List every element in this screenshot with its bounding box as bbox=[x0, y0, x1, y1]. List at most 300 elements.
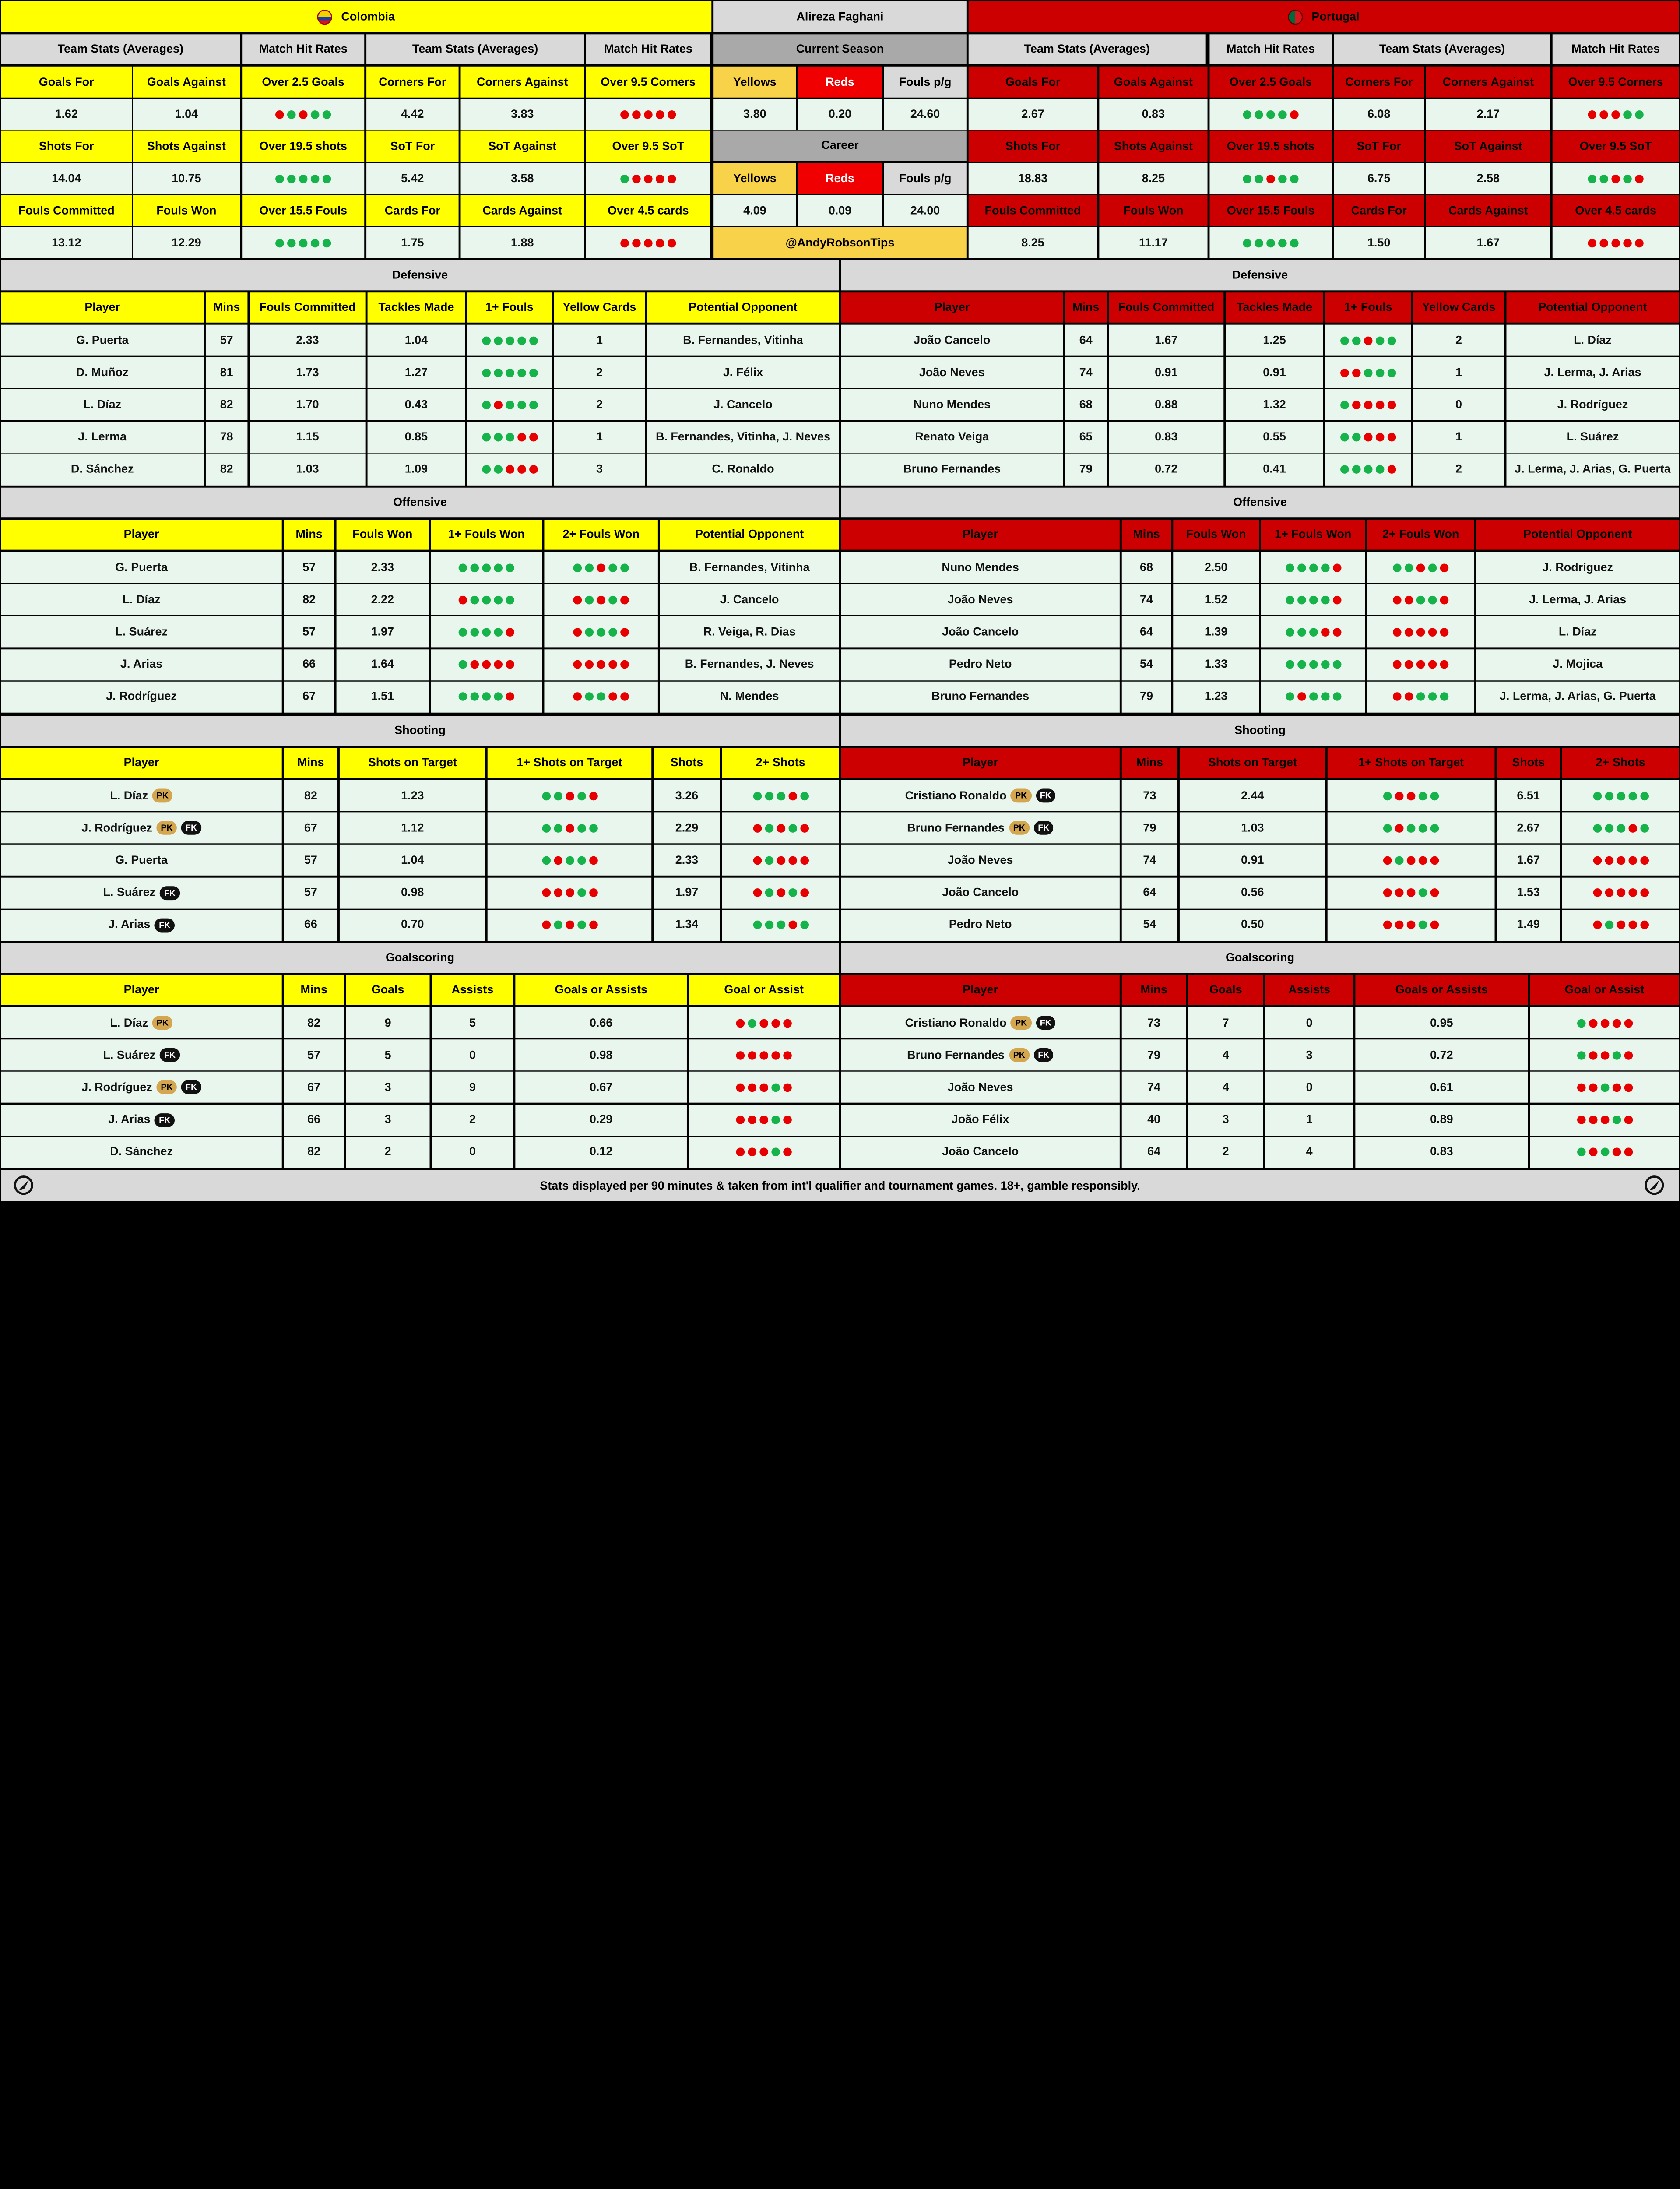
form-dots bbox=[1562, 813, 1679, 844]
hit-dot bbox=[1321, 595, 1329, 604]
miss-dot bbox=[668, 239, 676, 247]
stat-label: Fouls Committed bbox=[969, 195, 1097, 226]
form-dots bbox=[1530, 1040, 1679, 1071]
hit-dot bbox=[1297, 660, 1306, 669]
miss-dot bbox=[759, 1116, 768, 1124]
column-header: 2+ Shots bbox=[1562, 748, 1679, 778]
referee-value: 4.09 bbox=[713, 195, 796, 226]
miss-dot bbox=[736, 1083, 745, 1092]
stat-value: 1.12 bbox=[340, 813, 485, 844]
stat-value: 67 bbox=[284, 813, 337, 844]
player-name-text: Bruno Fernandes bbox=[903, 463, 1001, 476]
stat-value: 66 bbox=[284, 910, 337, 941]
penalty-taker-badge: PK bbox=[152, 1016, 173, 1030]
miss-dot bbox=[800, 888, 808, 897]
player-name bbox=[1, 681, 281, 712]
player-name bbox=[841, 877, 1119, 908]
miss-dot bbox=[620, 660, 629, 669]
stat-value: 66 bbox=[284, 649, 334, 680]
stat-value: 1.23 bbox=[340, 780, 485, 811]
miss-dot bbox=[1407, 856, 1416, 865]
hit-dot bbox=[1340, 465, 1349, 474]
miss-dot bbox=[1593, 921, 1602, 929]
form-dots bbox=[1530, 1137, 1679, 1168]
stat-label: Goals For bbox=[1, 67, 132, 98]
miss-dot bbox=[776, 824, 785, 833]
hit-dot bbox=[311, 110, 320, 119]
section-title: Goalscoring bbox=[1, 943, 839, 973]
hit-dot bbox=[287, 110, 296, 119]
stat-label: Over 15.5 Fouls bbox=[1209, 195, 1332, 226]
player-name-text: J. Arias bbox=[120, 658, 163, 671]
form-dots bbox=[544, 681, 657, 712]
miss-dot bbox=[1376, 433, 1385, 442]
stat-value: 1.75 bbox=[366, 227, 459, 258]
hit-dot bbox=[753, 921, 762, 929]
stat-value: 73 bbox=[1122, 780, 1177, 811]
miss-dot bbox=[275, 110, 284, 119]
hit-dot bbox=[1635, 110, 1644, 119]
hit-dot bbox=[1364, 368, 1373, 377]
hit-dot bbox=[1285, 563, 1294, 572]
stat-value: 82 bbox=[206, 454, 247, 485]
stat-value: 64 bbox=[1122, 1137, 1186, 1168]
freekick-taker-badge: FK bbox=[155, 1113, 175, 1127]
form-dots bbox=[1367, 584, 1474, 615]
stat-label: Corners Against bbox=[461, 67, 584, 98]
hit-dot bbox=[1640, 792, 1648, 800]
miss-dot bbox=[1604, 888, 1613, 897]
column-header: Fouls Committed bbox=[1109, 292, 1223, 323]
penalty-taker-badge: PK bbox=[1009, 1048, 1030, 1062]
miss-dot bbox=[753, 888, 762, 897]
form-dots bbox=[1328, 813, 1495, 844]
stat-value: 66 bbox=[284, 1105, 344, 1136]
stat-label: Corners For bbox=[1334, 67, 1424, 98]
miss-dot bbox=[1332, 628, 1341, 637]
career-label: Career bbox=[713, 131, 967, 161]
column-header: Mins bbox=[1065, 292, 1107, 323]
form-dots bbox=[689, 1072, 839, 1103]
hit-dot bbox=[493, 336, 502, 345]
stat-value: 3 bbox=[346, 1072, 430, 1103]
stat-label: Over 9.5 SoT bbox=[586, 131, 710, 162]
form-dots bbox=[1209, 163, 1332, 194]
stat-value: 57 bbox=[284, 877, 337, 908]
miss-dot bbox=[1612, 1148, 1621, 1157]
form-dots bbox=[1562, 877, 1679, 908]
player-name-text: J. Rodríguez bbox=[81, 1081, 152, 1094]
stat-value: 68 bbox=[1122, 552, 1171, 583]
hit-dot bbox=[505, 368, 514, 377]
hit-dot bbox=[287, 239, 296, 247]
hit-dot bbox=[1285, 660, 1294, 669]
miss-dot bbox=[541, 888, 550, 897]
hit-dot bbox=[573, 563, 582, 572]
form-dots bbox=[488, 780, 651, 811]
hit-dot bbox=[1340, 401, 1349, 409]
social-handle: @AndyRobsonTips bbox=[713, 227, 967, 258]
miss-dot bbox=[632, 174, 641, 183]
miss-dot bbox=[1364, 433, 1373, 442]
player-name bbox=[841, 780, 1119, 811]
hit-dot bbox=[589, 824, 597, 833]
stat-value: 1.03 bbox=[1180, 813, 1325, 844]
player-name bbox=[841, 389, 1063, 420]
hit-dot bbox=[764, 921, 773, 929]
column-header: Assists bbox=[1265, 975, 1353, 1005]
player-name-text: G. Puerta bbox=[115, 854, 168, 867]
miss-dot bbox=[783, 1116, 792, 1124]
hit-dot bbox=[1577, 1051, 1585, 1059]
miss-dot bbox=[517, 433, 526, 442]
penalty-taker-badge: PK bbox=[1009, 821, 1030, 835]
miss-dot bbox=[759, 1083, 768, 1092]
stat-value: J. Mojica bbox=[1476, 649, 1679, 680]
stat-value: 2 bbox=[554, 357, 645, 388]
form-dots bbox=[242, 99, 364, 130]
miss-dot bbox=[565, 921, 574, 929]
miss-dot bbox=[529, 433, 538, 442]
hit-dot bbox=[597, 628, 605, 637]
referee-value: 24.60 bbox=[884, 99, 966, 130]
hit-dot bbox=[1278, 110, 1287, 119]
miss-dot bbox=[597, 563, 605, 572]
hit-dot bbox=[311, 174, 320, 183]
player-name-text: Pedro Neto bbox=[949, 658, 1012, 671]
stat-value: R. Veiga, R. Dias bbox=[660, 616, 839, 648]
player-name-text: D. Muñoz bbox=[76, 366, 129, 379]
hit-dot bbox=[1321, 693, 1329, 701]
miss-dot bbox=[1393, 693, 1402, 701]
player-name bbox=[1, 454, 204, 485]
stat-value: 4 bbox=[1188, 1040, 1263, 1071]
freekick-taker-badge: FK bbox=[1033, 1048, 1054, 1062]
stat-label: SoT For bbox=[1334, 131, 1424, 162]
hit-dot bbox=[529, 336, 538, 345]
hit-dot bbox=[1388, 368, 1396, 377]
player-name bbox=[841, 616, 1119, 648]
hit-dot bbox=[1600, 1148, 1609, 1157]
column-header: Potential Opponent bbox=[1506, 292, 1679, 323]
miss-dot bbox=[573, 595, 582, 604]
stat-label: Over 4.5 cards bbox=[586, 195, 710, 226]
miss-dot bbox=[608, 660, 617, 669]
miss-dot bbox=[529, 465, 538, 474]
player-name bbox=[1, 1072, 281, 1103]
stat-value: 79 bbox=[1122, 681, 1171, 712]
stat-label: SoT Against bbox=[1426, 131, 1550, 162]
hit-dot bbox=[764, 824, 773, 833]
freekick-taker-badge: FK bbox=[155, 918, 175, 932]
stat-value: 4 bbox=[1265, 1137, 1353, 1168]
player-name bbox=[1, 1007, 281, 1038]
player-name-text: João Cancelo bbox=[942, 1146, 1019, 1159]
column-header: Mins bbox=[284, 975, 344, 1005]
hit-dot bbox=[1278, 239, 1287, 247]
yellows-label: Yellows bbox=[713, 67, 796, 98]
miss-dot bbox=[573, 628, 582, 637]
miss-dot bbox=[1405, 595, 1413, 604]
stat-value: 1.50 bbox=[1334, 227, 1424, 258]
hit-dot bbox=[299, 239, 308, 247]
stat-value: 2.50 bbox=[1173, 552, 1259, 583]
player-name-text: João Félix bbox=[951, 1113, 1009, 1126]
player-name-text: J. Lerma bbox=[78, 431, 127, 444]
miss-dot bbox=[1416, 563, 1425, 572]
column-header: Shots on Target bbox=[1180, 748, 1325, 778]
miss-dot bbox=[1624, 1083, 1632, 1092]
hit-dot bbox=[577, 856, 586, 865]
away-team-header bbox=[969, 1, 1679, 32]
player-name-text: J. Rodríguez bbox=[81, 821, 152, 834]
miss-dot bbox=[1577, 1116, 1585, 1124]
hit-dot bbox=[1255, 239, 1263, 247]
stat-value: 81 bbox=[206, 357, 247, 388]
hit-dot bbox=[553, 792, 562, 800]
form-dots bbox=[1562, 780, 1679, 811]
freekick-taker-badge: FK bbox=[181, 821, 201, 835]
miss-dot bbox=[1611, 174, 1620, 183]
miss-dot bbox=[759, 1051, 768, 1059]
stat-value: 0.66 bbox=[515, 1007, 687, 1038]
miss-dot bbox=[1612, 1083, 1621, 1092]
stat-value: 79 bbox=[1065, 454, 1107, 485]
stat-value: 82 bbox=[284, 1007, 344, 1038]
miss-dot bbox=[299, 110, 308, 119]
miss-dot bbox=[1405, 693, 1413, 701]
referee-name: Alireza Faghani bbox=[713, 1, 967, 32]
miss-dot bbox=[1440, 660, 1449, 669]
stat-label: Over 2.5 Goals bbox=[242, 67, 364, 98]
hit-dot bbox=[1321, 660, 1329, 669]
player-name bbox=[1, 357, 204, 388]
miss-dot bbox=[1290, 110, 1299, 119]
hit-dot bbox=[311, 239, 320, 247]
player-name-text: L. Díaz bbox=[110, 789, 148, 802]
stat-label: Over 9.5 Corners bbox=[586, 67, 710, 98]
form-dots bbox=[1553, 99, 1679, 130]
reds-label: Reds bbox=[798, 163, 882, 194]
form-dots bbox=[1325, 357, 1411, 388]
stat-value: 14.04 bbox=[1, 163, 132, 194]
column-header: Mins bbox=[284, 520, 334, 550]
miss-dot bbox=[1600, 1051, 1609, 1059]
stat-value: 1.52 bbox=[1173, 584, 1259, 615]
form-dots bbox=[689, 1040, 839, 1071]
hit-dot bbox=[459, 563, 467, 572]
stat-value: B. Fernandes, Vitinha bbox=[660, 552, 839, 583]
stat-value: L. Suárez bbox=[1506, 422, 1679, 453]
hit-dot bbox=[776, 921, 785, 929]
stat-value: 0.89 bbox=[1355, 1105, 1528, 1136]
stat-value: 0.83 bbox=[1109, 422, 1223, 453]
stat-value: 74 bbox=[1065, 357, 1107, 388]
hit-dot bbox=[553, 921, 562, 929]
miss-dot bbox=[1416, 628, 1425, 637]
column-header: Mins bbox=[1122, 975, 1186, 1005]
section-title: Offensive bbox=[1, 488, 839, 518]
form-dots bbox=[1209, 227, 1332, 258]
hit-dot bbox=[275, 239, 284, 247]
column-header: Mins bbox=[206, 292, 247, 323]
player-name-text: G. Puerta bbox=[76, 334, 129, 347]
stat-value: 9 bbox=[346, 1007, 430, 1038]
miss-dot bbox=[573, 693, 582, 701]
miss-dot bbox=[1440, 595, 1449, 604]
miss-dot bbox=[1383, 888, 1392, 897]
form-dots bbox=[1209, 99, 1332, 130]
miss-dot bbox=[668, 110, 676, 119]
hit-dot bbox=[1243, 110, 1251, 119]
stat-value: 1.67 bbox=[1109, 325, 1223, 356]
hit-dot bbox=[1577, 1148, 1585, 1157]
stat-label: Fouls Won bbox=[1099, 195, 1207, 226]
team-stats-header: Team Stats (Averages) bbox=[1, 34, 240, 64]
miss-dot bbox=[1589, 1148, 1597, 1157]
stat-value: 3 bbox=[1188, 1105, 1263, 1136]
hit-dot bbox=[299, 174, 308, 183]
miss-dot bbox=[1297, 693, 1306, 701]
miss-dot bbox=[597, 660, 605, 669]
player-name bbox=[1, 325, 204, 356]
stat-value: J. Rodríguez bbox=[1506, 389, 1679, 420]
hit-dot bbox=[1332, 660, 1341, 669]
hit-dot bbox=[287, 174, 296, 183]
hit-dot bbox=[471, 563, 479, 572]
hit-dot bbox=[541, 824, 550, 833]
miss-dot bbox=[1395, 888, 1404, 897]
hit-dot bbox=[493, 465, 502, 474]
miss-dot bbox=[1407, 921, 1416, 929]
stat-value: 5.42 bbox=[366, 163, 459, 194]
miss-dot bbox=[1352, 401, 1361, 409]
player-name bbox=[841, 1137, 1119, 1168]
stat-value: 74 bbox=[1122, 584, 1171, 615]
section-title: Shooting bbox=[1, 716, 839, 746]
miss-dot bbox=[1611, 239, 1620, 247]
hit-dot bbox=[565, 856, 574, 865]
hit-dot bbox=[753, 792, 762, 800]
miss-dot bbox=[1628, 888, 1637, 897]
stat-value: 0 bbox=[1265, 1007, 1353, 1038]
player-name-text: João Neves bbox=[919, 366, 985, 379]
hit-dot bbox=[1407, 824, 1416, 833]
player-name-text: João Cancelo bbox=[914, 334, 991, 347]
hit-dot bbox=[1405, 563, 1413, 572]
player-name-text: Renato Veiga bbox=[915, 431, 989, 444]
hit-dot bbox=[1600, 1083, 1609, 1092]
stat-value: 2.22 bbox=[337, 584, 429, 615]
brand-logo-icon bbox=[1644, 1175, 1665, 1196]
column-header: Goals or Assists bbox=[1355, 975, 1528, 1005]
away-team-name: Portugal bbox=[1311, 10, 1360, 23]
form-dots bbox=[722, 910, 839, 941]
stat-value: 0 bbox=[1413, 389, 1504, 420]
miss-dot bbox=[736, 1019, 745, 1028]
stat-value: 74 bbox=[1122, 1072, 1186, 1103]
miss-dot bbox=[788, 856, 797, 865]
stat-label: Over 19.5 shots bbox=[242, 131, 364, 162]
stat-value: 1 bbox=[1265, 1105, 1353, 1136]
hit-dot bbox=[1243, 239, 1251, 247]
stat-value: 79 bbox=[1122, 813, 1177, 844]
hit-dot bbox=[764, 888, 773, 897]
miss-dot bbox=[589, 921, 597, 929]
hit-dot bbox=[1440, 693, 1449, 701]
miss-dot bbox=[753, 856, 762, 865]
form-dots bbox=[488, 845, 651, 876]
stat-value: 82 bbox=[206, 389, 247, 420]
stat-value: 57 bbox=[284, 616, 334, 648]
column-header: Goals or Assists bbox=[515, 975, 687, 1005]
hit-dot bbox=[1628, 792, 1637, 800]
miss-dot bbox=[1588, 110, 1596, 119]
hit-dot bbox=[771, 1116, 780, 1124]
penalty-taker-badge: PK bbox=[157, 1080, 177, 1094]
miss-dot bbox=[1393, 595, 1402, 604]
miss-dot bbox=[1612, 1019, 1621, 1028]
column-header: 2+ Shots bbox=[722, 748, 839, 778]
form-dots bbox=[722, 813, 839, 844]
stat-value: 1 bbox=[1413, 357, 1504, 388]
miss-dot bbox=[585, 660, 594, 669]
miss-dot bbox=[1440, 563, 1449, 572]
stat-value: 0.91 bbox=[1109, 357, 1223, 388]
section-title: Shooting bbox=[841, 716, 1679, 746]
column-header: Player bbox=[1, 292, 204, 323]
column-header: 1+ Fouls bbox=[1325, 292, 1411, 323]
form-dots bbox=[1328, 845, 1495, 876]
form-dots bbox=[1328, 910, 1495, 941]
stat-label: Over 9.5 SoT bbox=[1553, 131, 1679, 162]
stat-label: SoT For bbox=[366, 131, 459, 162]
column-header: Player bbox=[841, 292, 1063, 323]
stat-value: 0.83 bbox=[1355, 1137, 1528, 1168]
stat-value: 3 bbox=[346, 1105, 430, 1136]
stat-label: Over 2.5 Goals bbox=[1209, 67, 1332, 98]
form-dots bbox=[1562, 910, 1679, 941]
hit-dot bbox=[323, 174, 331, 183]
miss-dot bbox=[656, 174, 664, 183]
miss-dot bbox=[1600, 1116, 1609, 1124]
team-stats-header: Match Hit Rates bbox=[586, 34, 710, 64]
hit-dot bbox=[577, 888, 586, 897]
footer-disclaimer: Stats displayed per 90 minutes & taken from int'l qualifier and tournament games. 18+, gamble responsibly. bbox=[1, 1170, 1679, 1201]
form-dots bbox=[544, 552, 657, 583]
stat-value: 64 bbox=[1122, 616, 1171, 648]
hit-dot bbox=[788, 824, 797, 833]
miss-dot bbox=[656, 239, 664, 247]
stat-value: 1.32 bbox=[1226, 389, 1323, 420]
stat-value: 2 bbox=[1413, 454, 1504, 485]
miss-dot bbox=[1393, 628, 1402, 637]
miss-dot bbox=[1628, 824, 1637, 833]
player-name bbox=[1, 552, 281, 583]
hit-dot bbox=[1352, 433, 1361, 442]
hit-dot bbox=[608, 563, 617, 572]
stat-value: 0.98 bbox=[340, 877, 485, 908]
form-dots bbox=[1261, 649, 1365, 680]
form-dots bbox=[1261, 681, 1365, 712]
stat-value: 2.58 bbox=[1426, 163, 1550, 194]
form-dots bbox=[467, 325, 552, 356]
miss-dot bbox=[783, 1019, 792, 1028]
hit-dot bbox=[1419, 824, 1427, 833]
stat-label: Over 4.5 cards bbox=[1553, 195, 1679, 226]
stat-value: 2 bbox=[432, 1105, 513, 1136]
miss-dot bbox=[1416, 660, 1425, 669]
